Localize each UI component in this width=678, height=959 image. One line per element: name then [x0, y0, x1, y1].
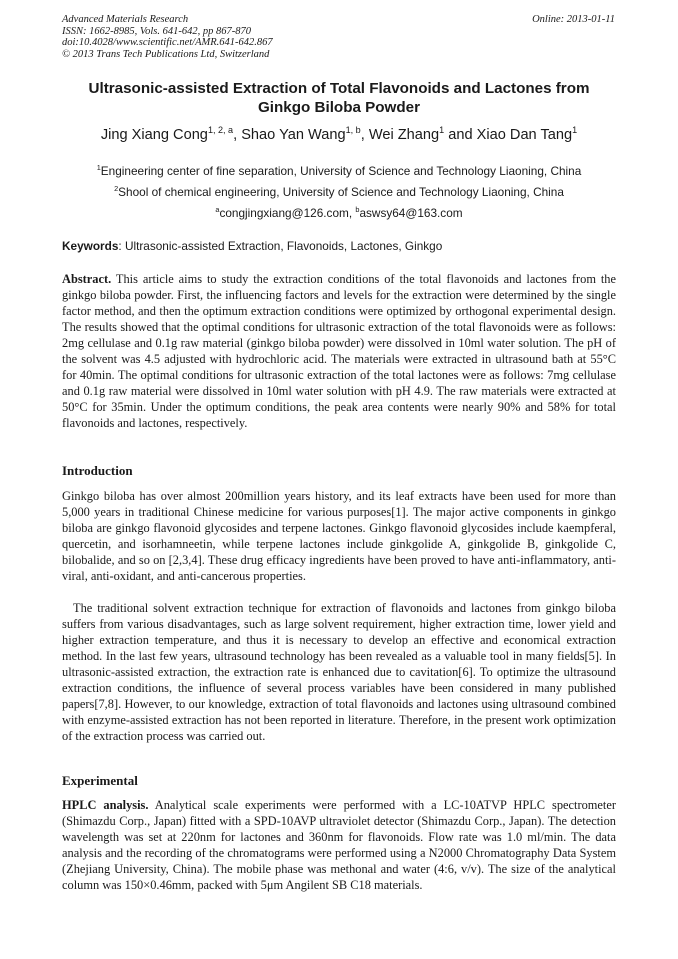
keywords: [62, 239, 616, 253]
keywords-text: : Ultrasonic-assisted Extraction, Flavonoids, Lactones, Ginkgo: [118, 239, 443, 253]
email-link[interactable]: congjingxiang@126.com,: [219, 206, 356, 220]
journal-name: Advanced Materials Research: [62, 14, 189, 25]
abstract-paragraph: [62, 271, 616, 431]
affiliation-1: [40, 164, 638, 178]
author-name: Jing Xiang Cong: [100, 127, 208, 143]
affiliation-text: Shool of chemical engineering, University of Science and Technology Liaoning, China: [118, 185, 564, 199]
author-emails: [40, 206, 638, 220]
author-name: Wei Zhang: [368, 127, 440, 143]
affiliation-text: Engineering center of fine separation, University of Science and Technology Liaoning, China: [100, 164, 582, 178]
abstract-text: This article aims to study the extraction conditions of the total flavonoids and lactones from the ginkgo biloba powder. First, the influencing factors and levels for the extraction were determined by the single factor method, and then the optimum extraction conditions were optimized by orthogonal experimental design. The results showed that the optimal conditions for ultrasonic extraction of the total flavonoids were as follows: 2mg cellulase and 0.1g raw material (ginkgo biloba powder) were dissolved in 10ml water solution. The pH of the solvent was 4.5 adjusted with hydrochloric acid. The materials were extracted in ultrasound bath at 55°C for 40min. The optimal conditions for ultrasonic extraction of the total lactones were as follows: 7mg cellulase and 0.1g raw material were dissolved in 10ml water solution with pH 4.9. The raw materials were extracted at 50°C for 35min. Under the optimum conditions, the peak area contents were nearly 90% and 58% for total flavonoids and lactones, respectively.: [62, 272, 616, 431]
affiliation-2: [40, 185, 638, 199]
email-marker: b: [355, 205, 360, 215]
affiliation-marker: 2: [114, 184, 119, 194]
email-marker: a: [215, 205, 220, 215]
hplc-text: Analytical scale experiments were performed with a LC-10ATVP HPLC spectrometer (Shimazdu Corp., Japan) fitted with a SPD-10AVP ultraviolet detector (Shimazdu Corp., Japan). The detection wavelength was set at 220nm for lactones and 360nm for flavonoids. Flow rate was 1.0 ml/min. The data analysis and the recording of the chromatograms were performed using a N2000 Chromatography Data System (Zhejiang University, China). The mobile phase was methonal and water (4:6, v/v). The size of the analytical column was 150×0.46mm, packed with 5μm Angilent SB C18 materials.: [62, 798, 617, 893]
affiliation-marker: 1: [96, 163, 101, 173]
journal-header: [62, 14, 382, 60]
title-line-2: Ginkgo Biloba Powder: [257, 98, 420, 116]
introduction-heading: Introduction: [62, 463, 133, 478]
abstract-label: Abstract.: [62, 272, 112, 286]
journal-doi: doi:10.4028/www.scientific.net/AMR.641-642.867: [62, 37, 273, 49]
paper-title: [62, 80, 616, 117]
author-separator: and: [444, 127, 477, 143]
author-name: Xiao Dan Tang: [476, 127, 573, 143]
author-name: Shao Yan Wang: [241, 127, 346, 143]
author-list: [40, 127, 638, 143]
journal-issn: ISSN: 1662-8985, Vols. 641-642, pp 867-870: [62, 25, 251, 37]
author-separator: ,: [233, 127, 242, 143]
title-line-1: Ultrasonic-assisted Extraction of Total Flavonoids and Lactones from: [88, 80, 590, 97]
author-affiliation-marker: 1, 2, a: [207, 125, 234, 136]
online-date: Online: 2013-01-11: [532, 14, 615, 25]
hplc-paragraph: [62, 797, 616, 893]
experimental-heading: Experimental: [62, 773, 138, 788]
introduction-paragraph-1: Ginkgo biloba has over almost 200million years history, and its leaf extracts have been used for more than 5,000 years in traditional Chinese medicine for various purposes[1]. The major active components in ginkgo biloba are ginkgo flavonoid glycosides and terpene lactones. Ginkgo flavonoid glycosides include kaempferal, quercetin, and isorhamneetin, while terpene lactones include ginkgolide A, ginkgolide B, ginkgolide C, bilobalide, and so on [2,3,4]. These drug efficacy ingredients have been proved to have anti-inflammatory, anti-viral, anti-oxidant, and anti-cancerous properties.: [62, 489, 616, 584]
journal-copyright: © 2013 Trans Tech Publications Ltd, Switzerland: [62, 48, 270, 60]
author-separator: ,: [360, 127, 369, 143]
email-link[interactable]: aswsy64@163.com: [359, 206, 463, 220]
hplc-label: HPLC analysis.: [62, 798, 149, 812]
author-affiliation-marker: 1: [439, 125, 445, 136]
author-affiliation-marker: 1, b: [345, 125, 361, 136]
author-affiliation-marker: 1: [572, 125, 578, 136]
keywords-label: Keywords: [62, 239, 119, 253]
introduction-paragraph-2: The traditional solvent extraction technique for extraction of flavonoids and lactones from ginkgo biloba suffers from various disadvantages, such as large solvent requirement, higher extraction time, lower yield and higher extraction temperature, and thus it is necessary to develop an effective and economical extraction method. In the last few years, ultrasound technology has been revealed as a valuable tool in many fields[5]. In ultrasonic-assisted extraction, the extraction rate is enhanced due to cavitation[6]. To optimize the ultrasound extraction conditions, the influence of several process variables have been considered in many published papers[7,8]. However, to our knowledge, extraction of total flavonoids and lactones using ultrasound combined with enzyme-assisted extraction has not been reported in literature. Therefore, in the present work optimization of the extraction process was carried out.: [62, 601, 616, 744]
